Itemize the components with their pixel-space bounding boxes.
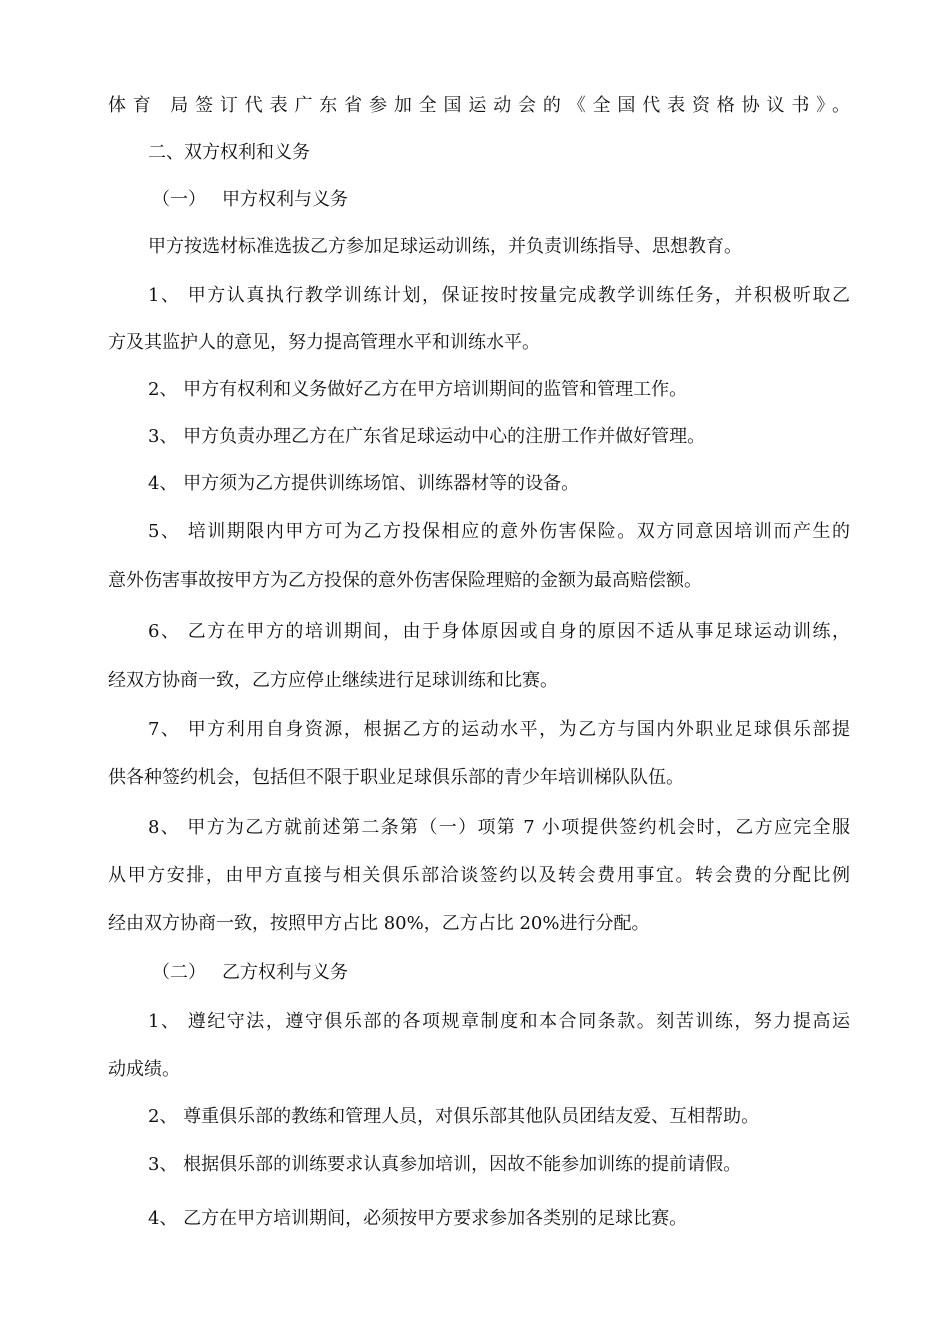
paragraph-line: 7、 甲方利用自身资源，根据乙方的运动水平，为乙方与国内外职业足球俱乐部提 [148, 719, 850, 740]
subsection-number: （一） [152, 189, 206, 210]
paragraph-line: 1、 遵纪守法，遵守俱乐部的各项规章制度和本合同条款。刻苦训练，努力提高运 [148, 1011, 850, 1032]
paragraph-line: 4、 甲方须为乙方提供训练场馆、训练器材等的设备。 [148, 473, 580, 494]
paragraph-line: 从甲方安排，由甲方直接与相关俱乐部洽谈签约以及转会费用事宜。转会费的分配比例 [108, 865, 850, 886]
paragraph-line: 供各种签约机会，包括但不限于职业足球俱乐部的青少年培训梯队队伍。 [108, 767, 684, 788]
paragraph-line: 甲方按选材标准选拔乙方参加足球运动训练，并负责训练指导、思想教育。 [148, 236, 742, 257]
paragraph-line: 经由双方协商一致，按照甲方占比 80%，乙方占比 20%进行分配。 [108, 913, 650, 934]
paragraph-line: 体育 局签订代表广东省参加全国运动会的《全国代表资格协议书》。 [108, 95, 850, 116]
paragraph-line: 方及其监护人的意见，努力提高管理水平和训练水平。 [108, 332, 540, 353]
section-heading: 二、双方权利和义务 [148, 142, 310, 163]
subsection-title: 乙方权利与义务 [222, 962, 348, 983]
paragraph-line: 6、 乙方在甲方的培训期间，由于身体原因或自身的原因不适从事足球运动训练， [148, 621, 850, 642]
subsection-heading [152, 188, 348, 212]
paragraph-line: 2、 尊重俱乐部的教练和管理人员，对俱乐部其他队员团结友爱、互相帮助。 [148, 1106, 760, 1127]
paragraph-line: 经双方协商一致，乙方应停止继续进行足球训练和比赛。 [108, 670, 558, 691]
subsection-number: （二） [152, 962, 206, 983]
paragraph-line: 5、 培训期限内甲方可为乙方投保相应的意外伤害保险。双方同意因培训而产生的 [148, 521, 850, 542]
paragraph-line: 动成绩。 [108, 1059, 180, 1080]
subsection-heading [152, 961, 348, 985]
paragraph-line: 2、 甲方有权利和义务做好乙方在甲方培训期间的监管和管理工作。 [148, 379, 688, 400]
subsection-title: 甲方权利与义务 [222, 189, 348, 210]
paragraph-line: 8、 甲方为乙方就前述第二条第（一）项第 7 小项提供签约机会时，乙方应完全服 [148, 817, 850, 838]
paragraph-line: 3、 甲方负责办理乙方在广东省足球运动中心的注册工作并做好管理。 [148, 426, 706, 447]
paragraph-line: 1、 甲方认真执行教学训练计划，保证按时按量完成教学训练任务，并积极听取乙 [148, 285, 850, 306]
paragraph-line: 3、 根据俱乐部的训练要求认真参加培训，因故不能参加训练的提前请假。 [148, 1154, 742, 1175]
paragraph-line: 4、 乙方在甲方培训期间，必须按甲方要求参加各类别的足球比赛。 [148, 1208, 688, 1229]
paragraph-line: 意外伤害事故按甲方为乙方投保的意外伤害保险理赔的金额为最高赔偿额。 [108, 570, 702, 591]
